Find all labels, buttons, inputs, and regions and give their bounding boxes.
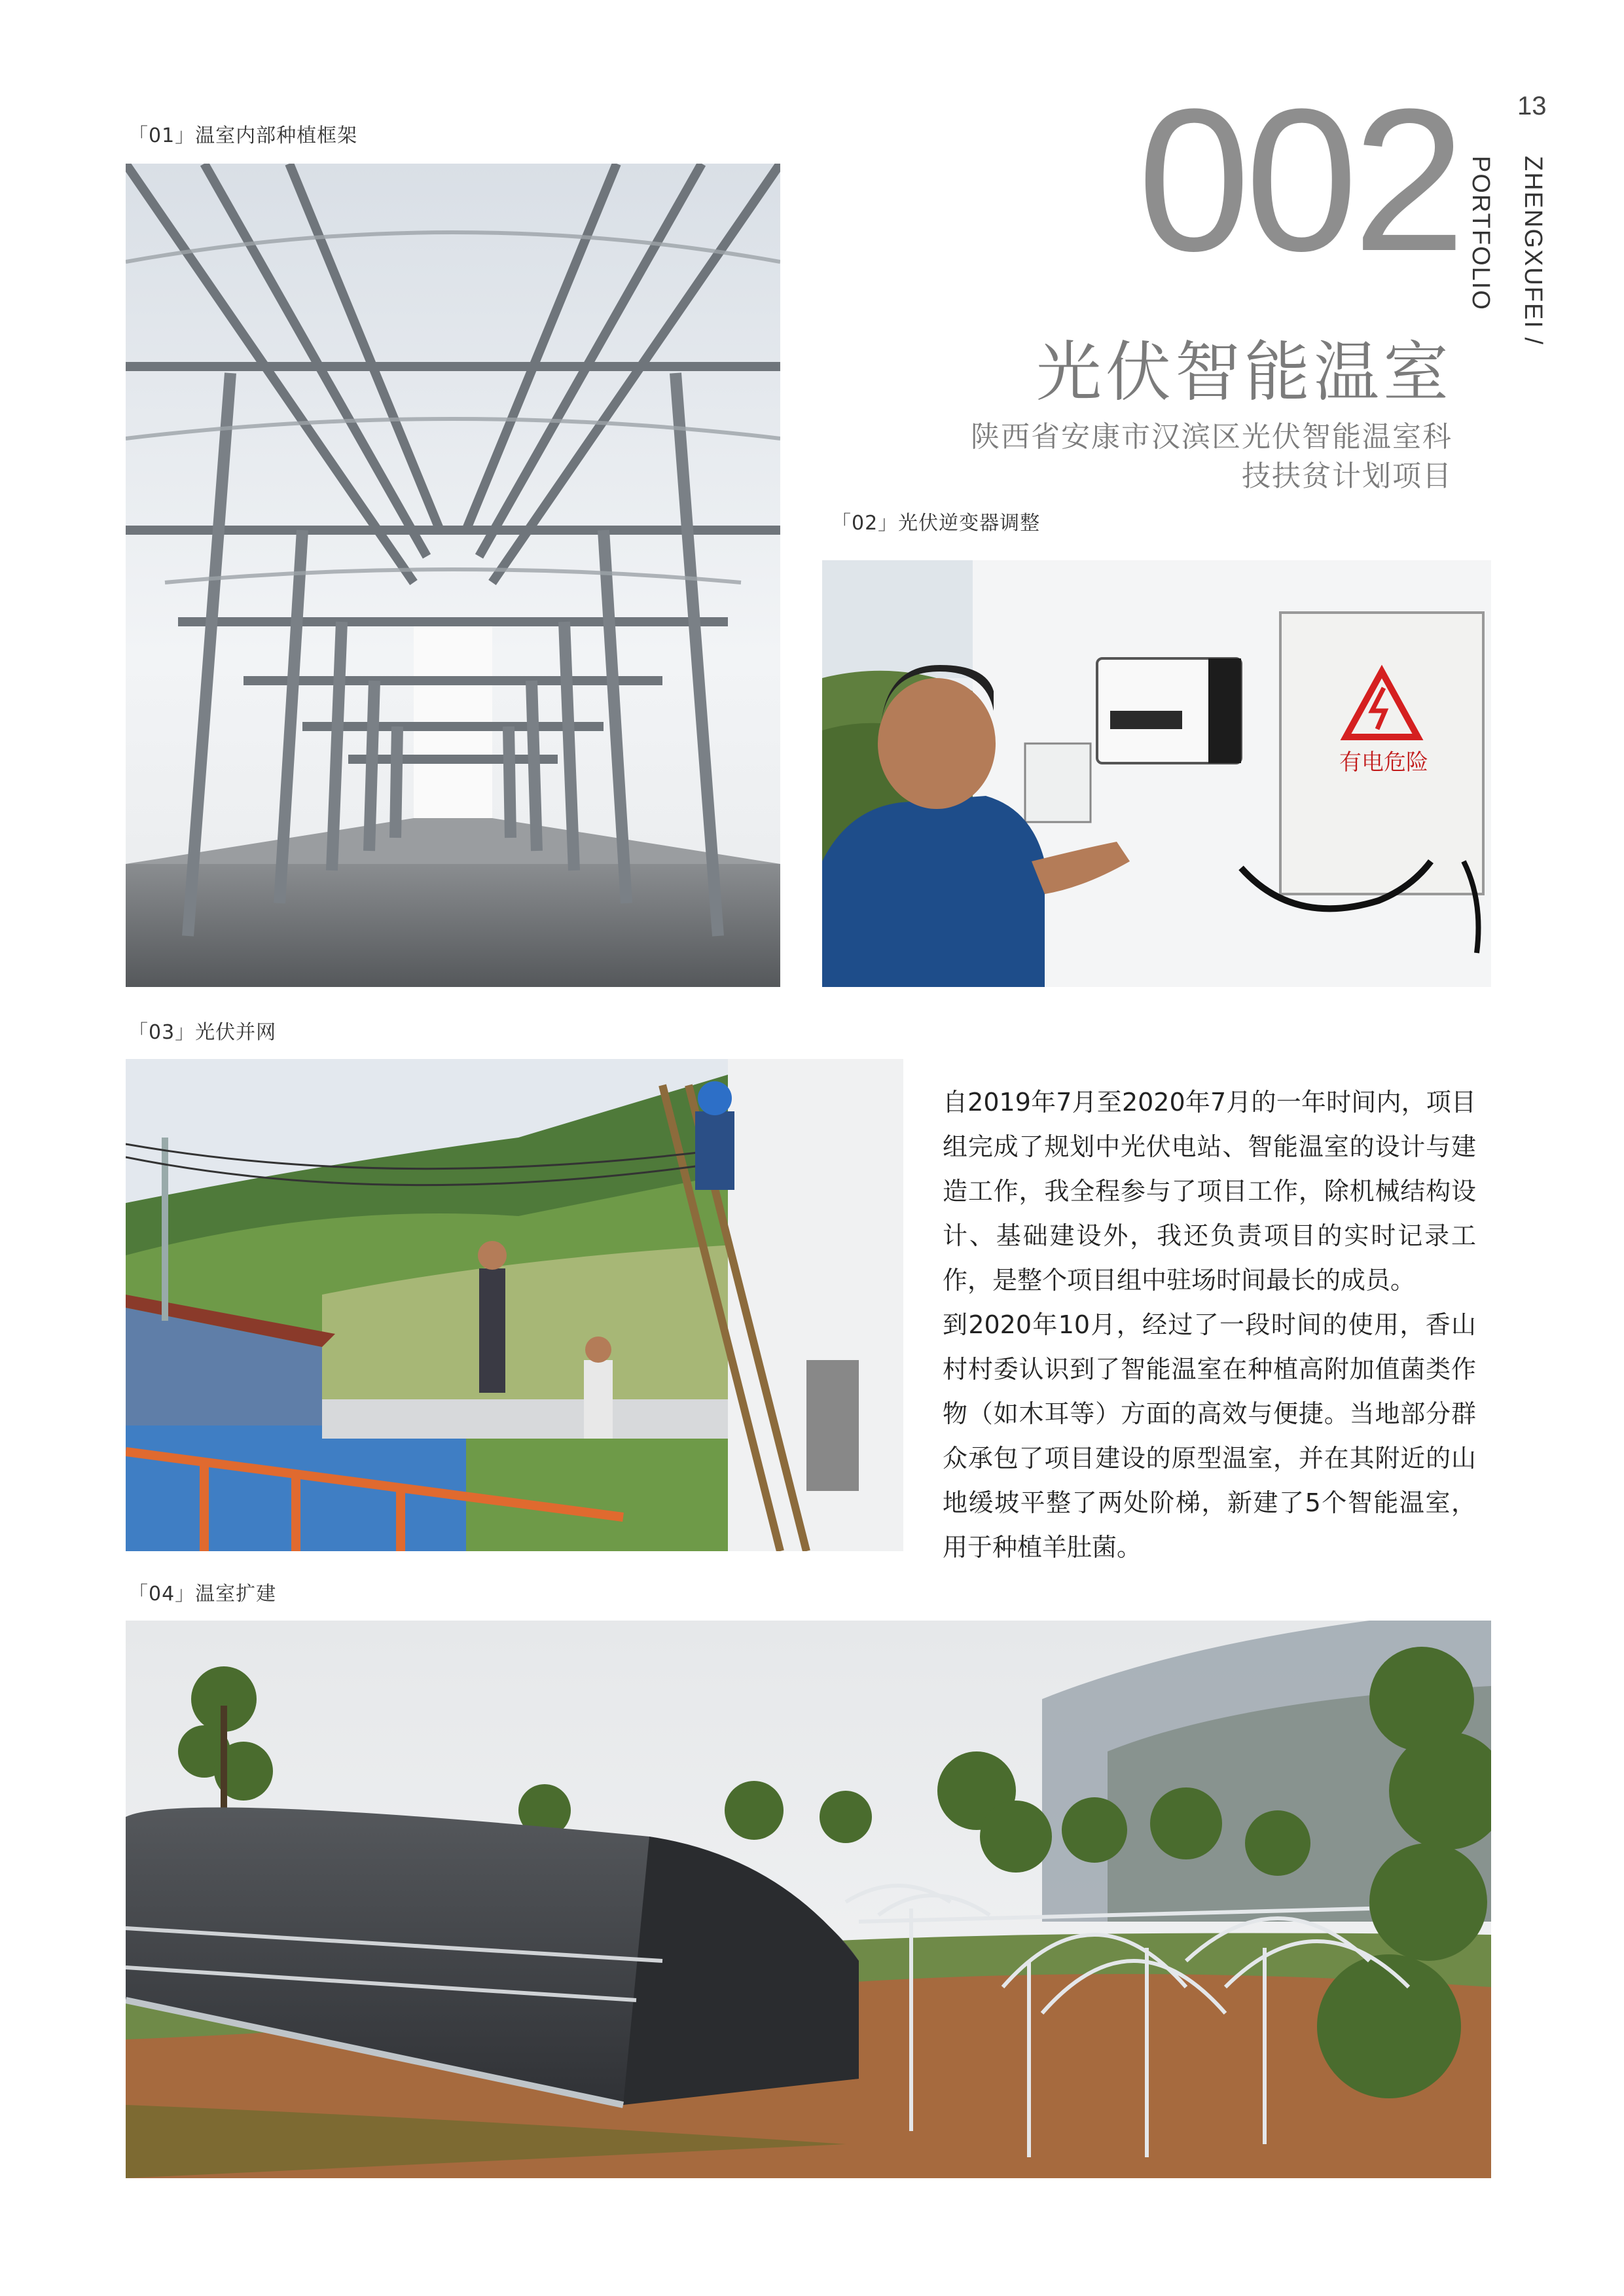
photo-01-caption: 「01」温室内部种植框架	[128, 124, 358, 147]
photo-02-caption: 「02」光伏逆变器调整	[831, 512, 1041, 535]
project-number: 002	[1137, 66, 1460, 293]
project-title: 光伏智能温室	[1036, 334, 1453, 410]
photo-greenhouse-frame	[126, 164, 780, 987]
subtitle-line-2: 技扶贫计划项目	[1242, 459, 1453, 493]
page-number: 13	[1517, 92, 1547, 120]
photo-grid-connection	[126, 1059, 903, 1551]
project-description	[943, 1080, 1476, 1570]
photo-inverter-adjustment	[822, 560, 1491, 987]
description-paragraph-2: 到2020年10月，经过了一段时间的使用，香山村村委认识到了智能温室在种植高附加值菌类作物（如木耳等）方面的高效与便捷。当地部分群众承包了项目建设的原型温室，并在其附近的山地缓坡平整了两处阶梯，新建了5个智能温室，用于种植羊肚菌。	[943, 1310, 1476, 1562]
photo-greenhouse-expansion	[126, 1621, 1491, 2178]
portfolio-side-label: ZHENGXUFEI / PORTFOLIO	[1467, 156, 1547, 346]
subtitle-line-1: 陕西省安康市汉滨区光伏智能温室科	[971, 420, 1453, 454]
project-subtitle	[863, 418, 1453, 496]
photo-03-caption: 「03」光伏并网	[128, 1021, 277, 1044]
svg-text:有电危险: 有电危险	[1339, 749, 1428, 776]
photo-04-caption: 「04」温室扩建	[128, 1583, 277, 1605]
description-paragraph-1: 自2019年7月至2020年7月的一年时间内，项目组完成了规划中光伏电站、智能温室的设计与建造工作，我全程参与了项目工作，除机械结构设计、基础建设外，我还负责项目的实时记录工作，是整个项目组中驻场时间最长的成员。	[943, 1088, 1476, 1295]
